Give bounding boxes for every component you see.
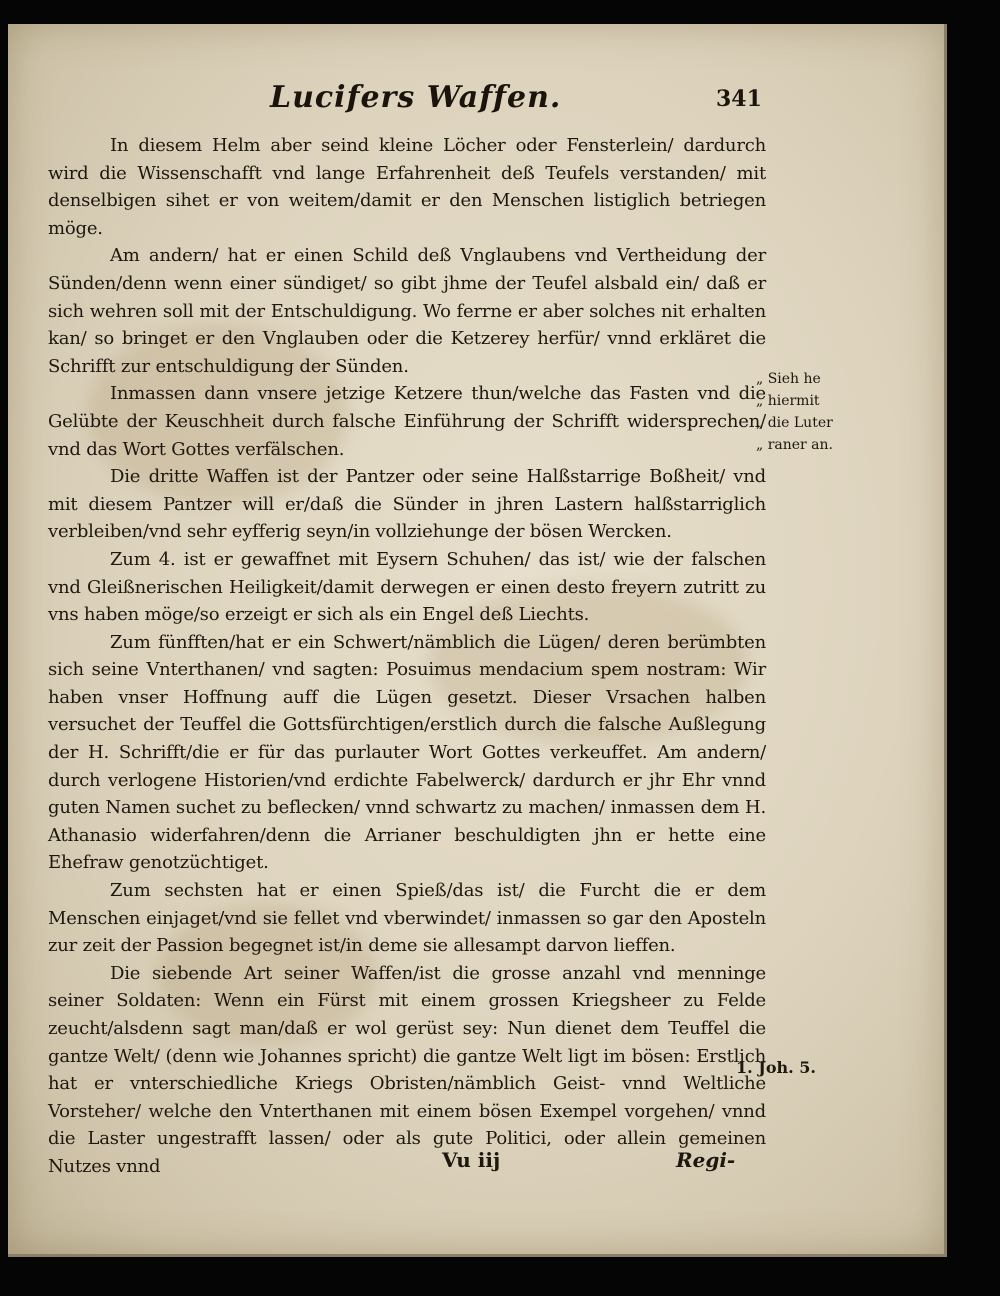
paragraph-pantzer: Die dritte Waffen ist der Pantzer oder seine Halßstarrige Boßheit/ vnd mit diesem Pantzer will er/daß die Sünder in jhren Lastern halßstarriglich verbleiben/vnd sehr eyfferig seyn/in vollziehunge der bösen Wercken. (48, 466, 766, 543)
margin-note: „ Sieh he „ hiermit „ die Luter „ raner an. (756, 371, 833, 453)
page-header (8, 80, 944, 124)
paragraph-soldaten: Die siebende Art seiner Waffen/ist die grosse anzahl vnd menninge seiner Soldaten: Wenn ein Fürst mit einem grossen Kriegsheer zu Felde zeucht/alsdenn sagt man/daß er wol gerüst sey: Nun dienet dem Teuffel die gantze Welt/ (denn wie Johannes spricht) die gantze Welt ligt im bösen: Erstlich hat er vnterschiedliche Kriegs Obristen/nämblich Geist- vnnd Weltliche Vorsteher/ welche den Vnterthanen mit einem bösen Exempel vorgehen/ vnnd die Laster ungestrafft lassen/ oder als gute Politici, oder allein gemeinen Nutzes vnnd (48, 962, 766, 1177)
signature-mark: Vu iij (442, 1148, 501, 1172)
running-title: Lucifers Waffen. (270, 80, 562, 115)
margin-bible-reference: 1. Joh. 5. (736, 1058, 816, 1077)
catchword: Regi- (676, 1148, 736, 1172)
paragraph-schild: Am andern/ hat er einen Schild deß Vnglaubens vnd Vertheidung der Sünden/denn wenn einer sündiget/ so gibt jhme der Teufel alsbald ein/ daß er sich wehren soll mit der Entschuldigung. Wo ferrne er aber solches nit erhalten kan/ so bringet er den Vnglauben oder die Ketzerey herfür/ vnnd erkläret die Schrifft zur entschuldigung der Sünden. (48, 245, 766, 377)
paragraph-schwert: Zum fünfften/hat er ein Schwert/nämblich die Lügen/ deren berümbten sich seine Vnterthanen/ vnd sagten: Posuimus mendacium spem nostram: Wir haben vnser Hoffnung auff die Lügen gesetzt. Dieser Vrsachen halben versuchet der Teuffel die Gottsfürchtigen/erstlich durch die falsche Außlegung der H. Schrifft/die er für das purlauter Wort Gottes verkeuffet. Am andern/ durch verlogene Historien/vnd erdichte Fabelwerck/ dardurch er jhr Ehr vnnd guten Namen suchet zu beflecken/ vnnd schwartz zu machen/ inmassen dem H. Athanasio widerfahren/denn die Arrianer beschuldigten jhn er hette eine Ehefraw genotzüchtiget. (48, 631, 766, 874)
paragraph-spiess: Zum sechsten hat er einen Spieß/das ist/ die Furcht die er dem Menschen einjaget/vnd sie fellet vnd vberwindet/ inmassen so gar den Aposteln zur zeit der Passion begegnet ist/in deme sie allesampt darvon lieffen. (48, 880, 766, 957)
page-number: 341 (716, 86, 762, 112)
paragraph-schuhe: Zum 4. ist er gewaffnet mit Eysern Schuhen/ das ist/ wie der falschen vnd Gleißnerischen Heiligkeit/damit derwegen er einen desto freyern zutritt zu vns haben möge/so erzeigt er sich als ein Engel deß Liechts. (48, 548, 766, 626)
paragraph-helm: In diesem Helm aber seind kleine Löcher oder Fensterlein/ dardurch wird die Wissenschafft vnd lange Erfahrenheit deß Teufels verstanden/ mit denselbigen sihet er von weitem/damit er den Menschen listiglich betriegen möge. (48, 135, 766, 239)
page-footer (8, 1148, 944, 1188)
paragraph-ketzere: Inmassen dann vnsere jetzige Ketzere thun/welche das Fasten vnd die Gelübte der Keuschheit durch falsche Einführung der Schrifft widersprechen/ vnd das Wort Gottes verfälschen. (48, 383, 766, 460)
book-page (8, 24, 947, 1257)
